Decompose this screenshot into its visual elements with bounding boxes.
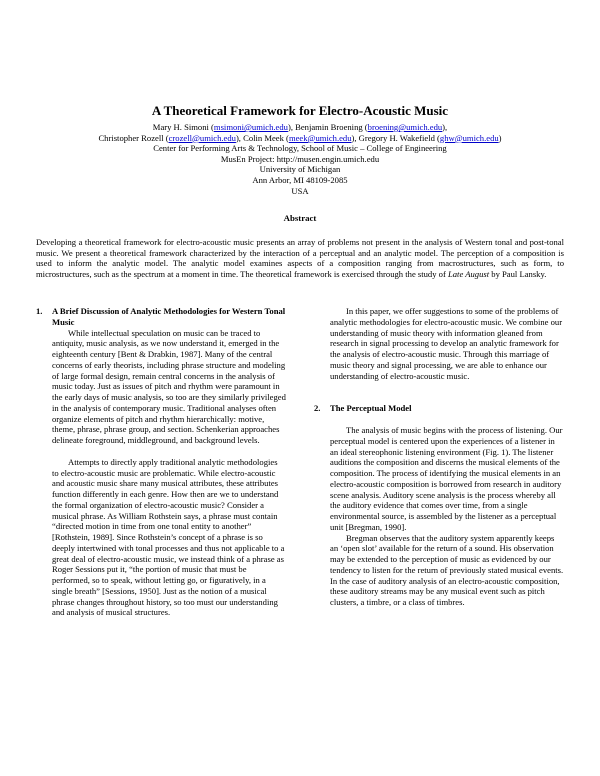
abstract-text: Developing a theoretical framework for electro-acoustic music presents an array of problems not present in the analysis of Western tonal and post-tonal music. We present a theoretical framework characterized by the interaction of a perceptual and an analytic model. The perception of a composition is used to inform the analytic model. The analytic model examines aspects of a composition ranging from macrostructures, such as form, to microstructures, such as the spectrum at a moment in time. The theoretical framework is exercised through the study of bbox=[36, 237, 564, 280]
section-2-paragraph-1: The analysis of music begins with the process of listening. Our perceptual model is centered upon the experiences of a listener in an ideal stereophonic listening environment (Fig. 1). The listener auditions the composition and discerns the musical elements of the composition. The process of identifying the musical elements in an electro-acoustic composition is borrowed from research in auditory scene analysis. Auditory scene analysis is the process whereby all the auditory evidence that comes over time, from a single environmental source, is assembled by the listener as a perceptual unit [Bregman, 1990]. bbox=[330, 425, 563, 532]
affiliation-line: Center for Performing Arts & Technology, School of Music – College of Engineering bbox=[153, 143, 447, 154]
address-line: Ann Arbor, MI 48109-2085 bbox=[252, 174, 348, 185]
section-number: 1. bbox=[36, 306, 43, 316]
paragraph-gap bbox=[314, 414, 564, 425]
university-line: University of Michigan bbox=[259, 164, 341, 175]
intro-paragraph: In this paper, we offer suggestions to some of the problems of analytic methodologies for electro-acoustic music. We combine our understanding of music theory with information gleaned from research in signal processing to develop an analytic framework for the analysis of electro-acoustic music. Through this marriage of music theory and signal processing, we are able to enhance our understanding of electro-acoustic music. bbox=[330, 306, 563, 381]
section-1-heading bbox=[36, 306, 286, 328]
section-title: A Brief Discussion of Analytic Methodologies for Western Tonal Music bbox=[52, 306, 286, 327]
country-line: USA bbox=[291, 185, 309, 196]
section-title: The Perceptual Model bbox=[330, 403, 412, 414]
abstract-body bbox=[36, 237, 564, 280]
email-link-broening[interactable]: broening@umich.edu bbox=[367, 122, 443, 132]
abstract-heading: Abstract bbox=[283, 213, 317, 223]
project-line: MusEn Project: http://musen.engin.umich.edu bbox=[220, 153, 380, 164]
paragraph-gap bbox=[314, 381, 564, 392]
author-line-1 bbox=[0, 122, 600, 133]
author-text: ), Benjamin Broening ( bbox=[287, 122, 368, 132]
paragraph-gap bbox=[36, 446, 286, 457]
email-link-meek[interactable]: meek@umich.edu bbox=[288, 132, 352, 143]
abstract-work-title: Late August bbox=[447, 269, 490, 280]
right-column bbox=[314, 306, 564, 608]
section-1-paragraph-2: Attempts to directly apply traditional analytic methodologies to electro-acoustic music are problematic. While electro-acoustic and acoustic music share many musical attributes, these attributes function differently in each genre. How then are we to understand the formal organization of electro-acoustic music? Consider a musical phrase. As William Rothstein says, a phrase must contain “directed motion in time from one tonal entity to another” [Rothstein, 1989]. Since Rothstein’s concept of a phrase is so deeply intertwined with tonal processes and thus not applicable to a great deal of electro-acoustic music, we instead think of a phrase as Roger Sessions put it, “the portion of music that must be performed, so to speak, without letting go, or figuratively, in a single breath” [Sessions, 1950]. Just as the notion of a musical phrase changes throughout history, so too must our understanding and analysis of musical structures. bbox=[52, 456, 285, 618]
abstract-end: by Paul Lansky. bbox=[489, 269, 547, 280]
author-text: Christopher Rozell ( bbox=[98, 132, 169, 143]
paragraph-gap bbox=[314, 392, 564, 403]
author-block bbox=[0, 122, 600, 196]
author-text: Mary H. Simoni ( bbox=[152, 122, 214, 132]
email-link-wakefield[interactable]: ghw@umich.edu bbox=[439, 132, 499, 143]
author-line-2 bbox=[0, 133, 600, 144]
paper-title: A Theoretical Framework for Electro-Acoustic Music bbox=[151, 103, 449, 118]
section-number: 2. bbox=[314, 403, 321, 414]
author-text: ), Gregory H. Wakefield ( bbox=[351, 132, 440, 143]
left-column bbox=[36, 306, 286, 618]
email-link-simoni[interactable]: msimoni@umich.edu bbox=[213, 122, 288, 132]
author-text: ) bbox=[498, 132, 502, 143]
author-text: ), Colin Meek ( bbox=[235, 132, 289, 143]
email-link-rozell[interactable]: crozell@umich.edu bbox=[168, 132, 236, 143]
author-text: ), bbox=[442, 122, 448, 132]
section-2-heading bbox=[314, 403, 564, 414]
section-1-paragraph-1: While intellectual speculation on music can be traced to antiquity, music analysis, as we now understand it, emerged in the eighteenth century [Bent & Drabkin, 1987]. Many of the central concerns of early theorists, including phrase structure and modeling of large formal design, remain central concerns in the analysis of music today. Just as issues of pitch and rhythm were paramount in the early days of music analysis, so too are they similarly privileged in the analysis of contemporary music. Traditional analyses often organize elements of pitch and rhythm hierarchically: motive, theme, phrase, phrase group, and section. Schenkerian approaches delineate foreground, middleground, and background levels. bbox=[52, 327, 286, 445]
section-2-paragraph-2: Bregman observes that the auditory system apparently keeps an ‘open slot’ available for the return of a sound. His observation may be extended to the perception of music as evidenced by our tendency to listen for the return of previously stated musical events. In the case of auditory analysis of an electro-acoustic composition, these auditory streams may be any musical event such as pitch clusters, a timbre, or a class of timbres. bbox=[330, 532, 564, 607]
